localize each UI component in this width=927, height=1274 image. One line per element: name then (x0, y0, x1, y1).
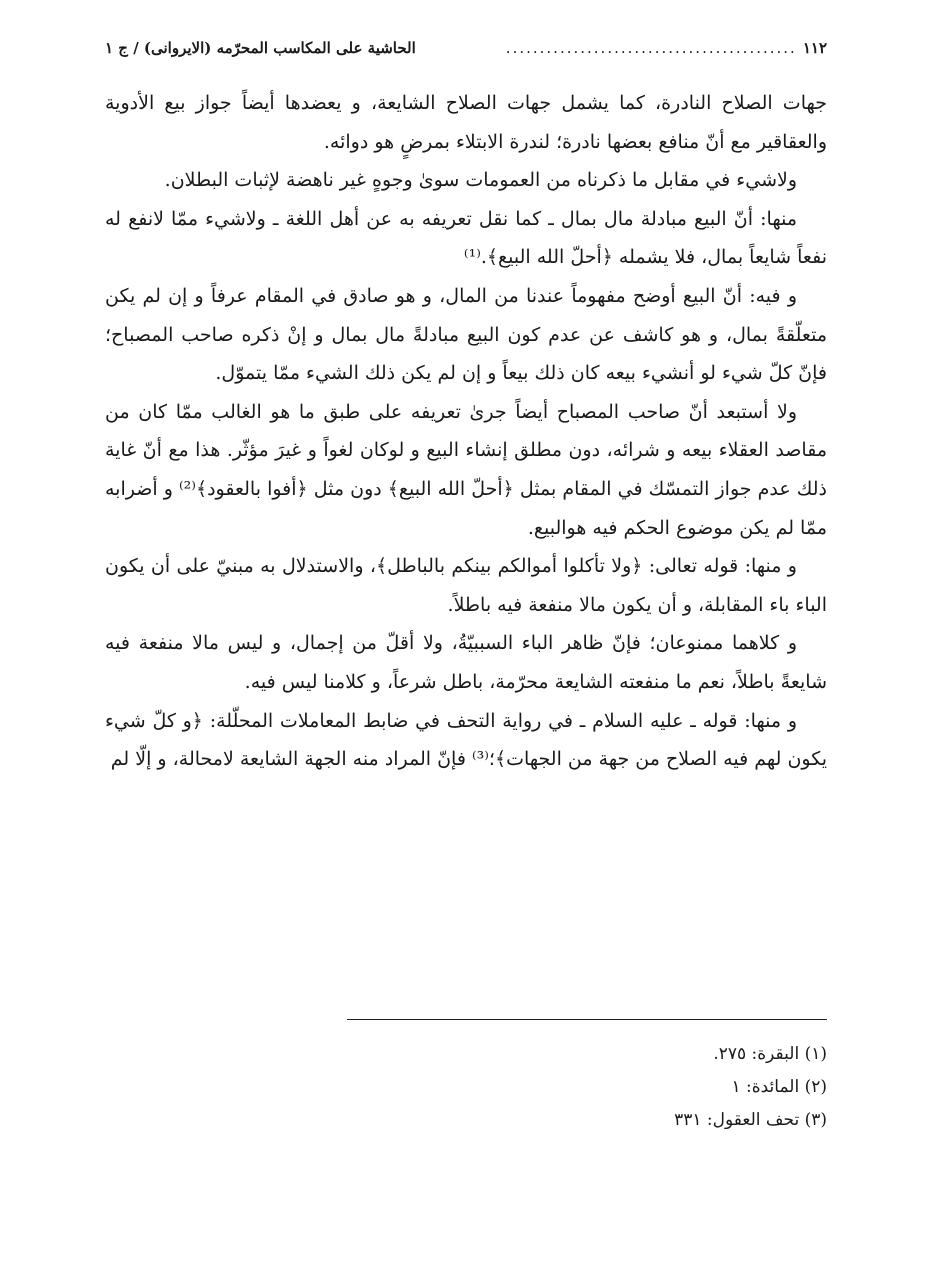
paragraph: و منها: قوله تعالى: ﴿ولا تأكلوا أموالكم بينكم بالباطل﴾، والاستدلال به مبنيّ على أن يكون الباء باء المقابلة، و أن يكون مالا منفعة فيه باطلاً. (105, 555, 827, 616)
footnote-separator (347, 1019, 827, 1020)
footnotes (400, 1038, 827, 1137)
running-header (105, 36, 827, 60)
main-text (105, 84, 827, 779)
paragraph: و فيه: أنّ البيع أوضح مفهوماً عندنا من المال، و هو صادق في المقام عرفاً و إن لم يكن متعلّقةً بمال، و هو كاشف عن عدم كون البيع مبادلةً مال بمال و إنْ ذكره صاحب المصباح؛ فإنّ كلّ شيء لو أنشيء بيعه كان ذلك بيعاً و إن لم يكن ذلك الشيء ممّا يتموّل. (105, 284, 827, 385)
paragraph: جهات الصلاح النادرة، كما يشمل جهات الصلاح الشايعة، و يعضدها أيضاً جواز بيع الأدوية والعقاقير مع أنّ منافع بعضها نادرة؛ لندرة الابتلاء بمرضٍ هو دوائه. (105, 92, 827, 153)
page-number: ١١٢ (802, 39, 827, 57)
header-leader-dots: ........................................... (505, 39, 797, 57)
book-title: الحاشية على المكاسب المحرّمه (الايروانى) / ج ١ (105, 39, 416, 57)
paragraph: ولا أستبعد أنّ صاحب المصباح أيضاً جرىٰ تعريفه على طبق ما هو الغالب ممّا كان من مقاصد العقلاء بيعه و شرائه، دون مطلق إنشاء البيع و لوكان لغواً و غيرَ مؤثّر. هذا مع أنّ غاية ذلك عدم جواز التمسّك في المقام بمثل ﴿أحلّ الله البيع﴾ دون مثل ﴿أفوا بالعقود﴾⁽²⁾ و أضرابه ممّا لم يكن موضوع الحكم فيه هوالبيع. (105, 400, 827, 539)
paragraph: و منها: قوله ـ عليه السلام ـ في رواية التحف في ضابط المعاملات المحلّلة: ﴿و كلّ شيء يكون لهم فيه الصلاح من جهة من الجهات﴾؛⁽³⁾ فإنّ المراد منه الجهة الشايعة لامحالة، و إلّا لم (105, 709, 827, 771)
footnote: (٢) المائدة: ١ (731, 1077, 827, 1097)
paragraph: ولاشيء في مقابل ما ذكرناه من العمومات سوىٰ وجوهٍ غير ناهضة لإثبات البطلان. (164, 169, 797, 192)
footnote: (٣) تحف العقول: ٣٣١ (674, 1110, 827, 1130)
paragraph: و كلاهما ممنوعان؛ فإنّ ظاهر الباء السببيّةُ، ولا أقلّ من إجمال، و ليس مالا منفعة فيه شايعةً باطلاً، نعم ما منفعته الشايعة محرّمة، باطل شرعاً، و كلامنا ليس فيه. (105, 632, 827, 693)
footnote: (١) البقرة: ٢٧٥. (713, 1044, 827, 1064)
paragraph: منها: أنّ البيع مبادلة مال بمال ـ كما نقل تعريفه به عن أهل اللغة ـ ولاشيء ممّا لانفع له نفعاً شايعاً بمال، فلا يشمله ﴿أحلّ الله البيع﴾.⁽¹⁾ (105, 207, 827, 269)
